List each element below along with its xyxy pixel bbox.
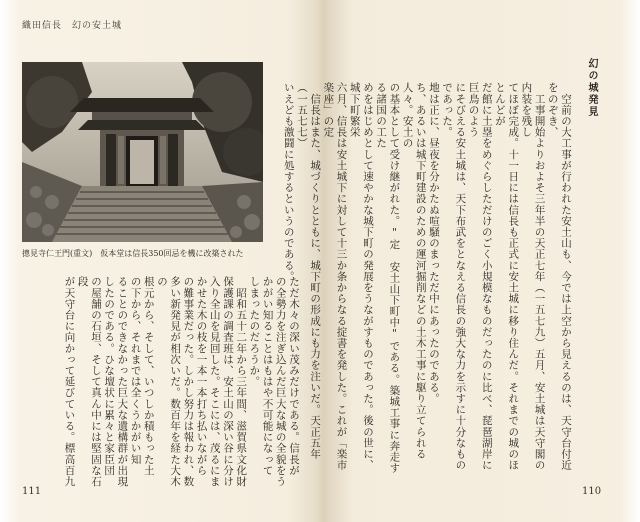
left-page [0,0,318,522]
text-column: したのである。ひな壇状に累々と家臣団 [103,276,116,476]
text-column: ち、あるいは城下町建設のための運河掘削などの土木工事に駆り立てられる人々。安土の [401,82,427,460]
text-column: めをはじめとして速やかな城下町の発展をうながすものであった。後の世に、城下町繁栄 [348,82,374,471]
page-number: 111 [22,486,42,497]
running-head: 織田信長 幻の安土城 [22,21,123,31]
text-column: 空前の大工事が行われた安土山も、今では上空から見えるのは、天守台付近をのぞき、 [546,82,572,471]
text-column: ただ木々の深い茂みだけである。信長が [288,276,300,476]
text-column: かせた木の枝を一本一本打ち払いながら [195,276,208,476]
text-column: の基本として受け継がれた。"定 安土山下町中"である。築城工事に奔走する諸国の工た [375,82,401,474]
photo-caption: 摠見寺仁王門(重文) 仮本堂は信長350回忌を機に改築された [22,249,244,258]
left-body-text [22,276,300,488]
text-column: かがい知ることはもはや不可能になって [261,276,274,476]
text-column: だ館に土塁をめぐらしただけのごく小規模なものだったのに比べ、琵琶湖岸に巨鳥のよう [467,82,493,471]
section-heading: 幻の城発見 [586,58,597,118]
text-column: の難事業だった。しかし努力は報われ、数 [182,276,195,487]
text-column: しまったのだろうか。 [248,276,261,387]
text-column: が天守台に向かって延びている。標高百九 [63,276,76,487]
text-column: 工事開始よりおよそ三年半の天正七年（一五七九）五月、安土城は天守閣の内装を残し [520,82,546,471]
text-column: いえども激闘に処するというのである。 [282,82,295,282]
text-column: の全勢力を注ぎ込んだ巨大な城の全貌をう [274,276,287,487]
text-column: ることのできなかった巨大な遺構群が出現 [116,276,129,487]
text-column: にそびえる安土城は、天下布武をとなえる信長の強大な力を示すに十分なものであった。 [441,82,467,471]
page-number: 110 [582,486,602,497]
text-column: 昭和五十二年から三年間、滋賀県文化財 [235,276,248,487]
text-column: 信長はまた、城づくりとともに、城下町の形成にも力を注いだ。天正五年（一五七七） [295,82,322,460]
text-column: 六月、信長は安土城下に対して十三か条からなる掟書を発した。これが「楽市楽座」の定 [322,82,348,471]
temple-gate-image [22,62,263,242]
text-column: 多い新発見が相次いだ。数百年を経た大木の [155,276,182,487]
text-column: てほぼ完成。十一日には信長も正式に安土城に移り住んだ。それまでの城のほとんどが [493,82,520,471]
text-column: 根元から、そして、いつしか積もった土 [142,276,155,476]
text-column: 保護課の調査班は、安土山の深い谷に分け [221,276,234,487]
text-column: 入り全山を見回した。そこには、茂るにま [208,276,221,487]
text-column: の屋舗の石垣、そして真ん中には堅固な石段 [76,276,102,487]
temple-gate-photo [22,62,263,242]
text-column: 地は正に、昼夜を分かたぬ喧騒のまっただ中にあったのである。 [427,82,440,404]
text-column: の下から、それまでは全くうかがい知 [129,276,142,465]
